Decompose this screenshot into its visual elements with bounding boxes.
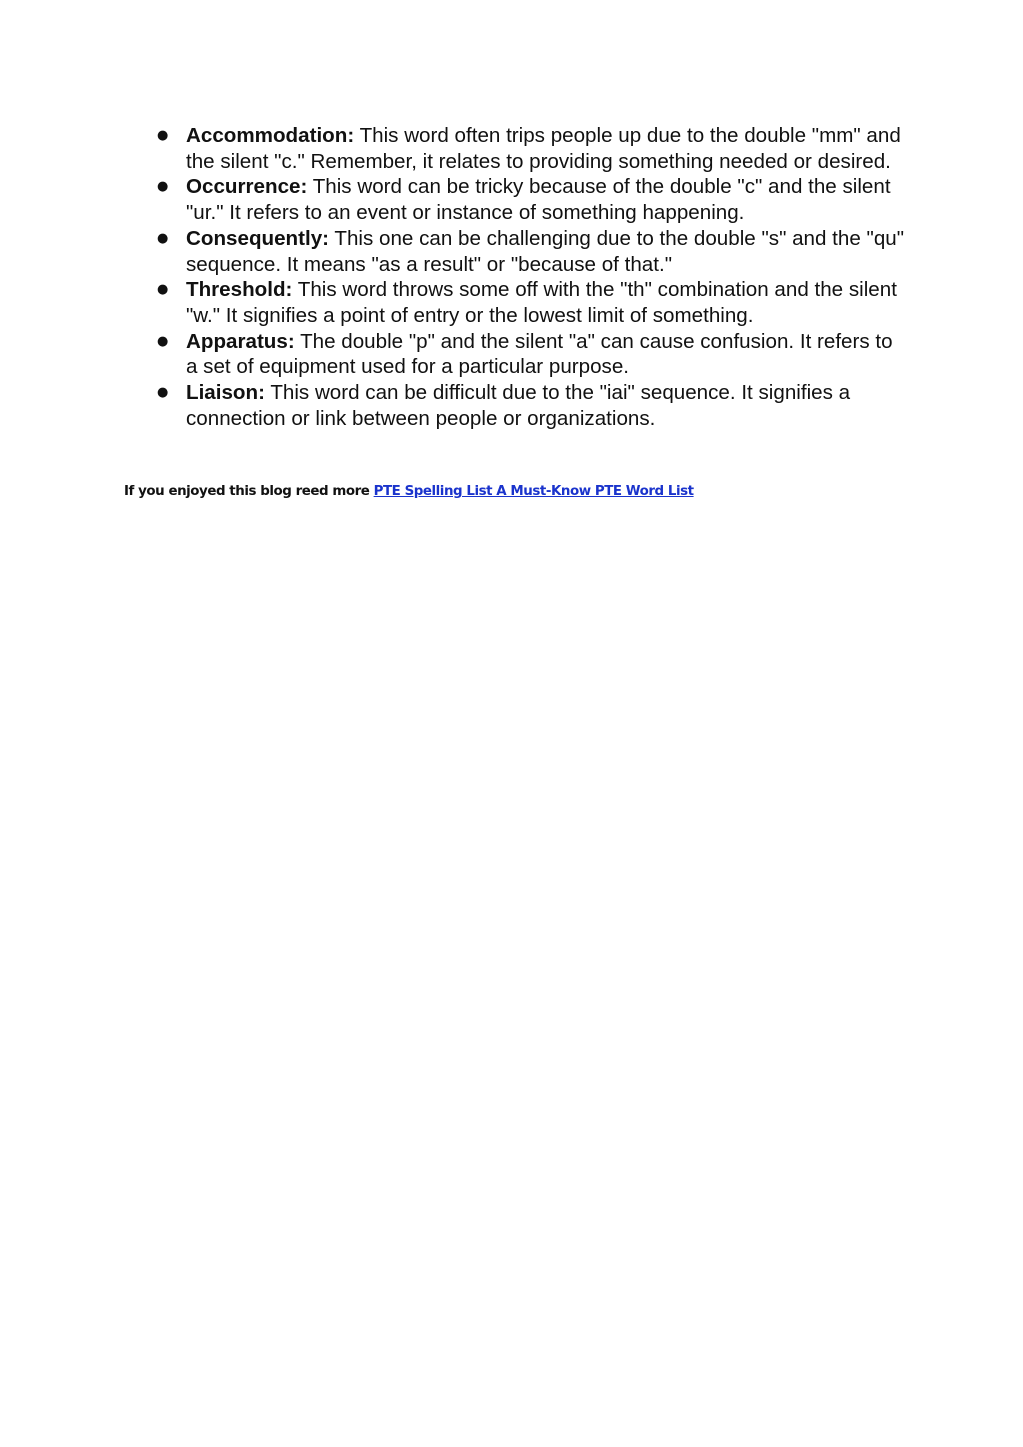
list-item (157, 277, 906, 328)
list-item-description: The double "p" and the silent "a" can cause confusion. It refers to a set of equipment used for a particular purpose. (186, 329, 893, 379)
list-item (157, 174, 906, 225)
bullet-icon: ● (157, 282, 169, 298)
list-item-description: This word often trips people up due to the double "mm" and the silent "c." Remember, it relates to providing something needed or desired. (186, 124, 901, 173)
list-item (157, 380, 906, 431)
list-item-term: Threshold: (186, 278, 293, 302)
list-item-term: Accommodation: (186, 124, 355, 147)
bullet-icon: ● (157, 385, 169, 401)
list-item (157, 226, 906, 277)
list-item-term: Occurrence: (186, 175, 308, 199)
list-item-term: Apparatus: (186, 329, 295, 353)
read-more-line (124, 482, 924, 502)
read-more-link[interactable]: PTE Spelling List A Must-Know PTE Word List (373, 484, 694, 499)
list-item-term: Liaison: (186, 381, 265, 405)
bullet-icon: ● (157, 128, 169, 143)
bullet-icon: ● (157, 179, 169, 195)
list-item-term: Consequently: (186, 226, 330, 250)
bullet-icon: ● (157, 333, 169, 349)
list-item-description: This word throws some off with the "th" combination and the silent "w." It signifies a point of entry or the lowest limit of something. (186, 278, 897, 327)
read-more-prefix: If you enjoyed this blog reed more (124, 484, 370, 499)
spelling-word-list (157, 123, 906, 431)
list-item (157, 329, 906, 380)
list-item-description: This one can be challenging due to the double "s" and the "qu" sequence. It means "as a result" or "because of that." (186, 226, 905, 276)
list-item-description: This word can be difficult due to the "iai" sequence. It signifies a connection or link between people or organizations. (186, 381, 851, 430)
list-item (157, 123, 906, 174)
bullet-icon: ● (157, 230, 169, 246)
list-item-description: This word can be tricky because of the double "c" and the silent "ur." It refers to an event or instance of something happening. (186, 175, 891, 225)
